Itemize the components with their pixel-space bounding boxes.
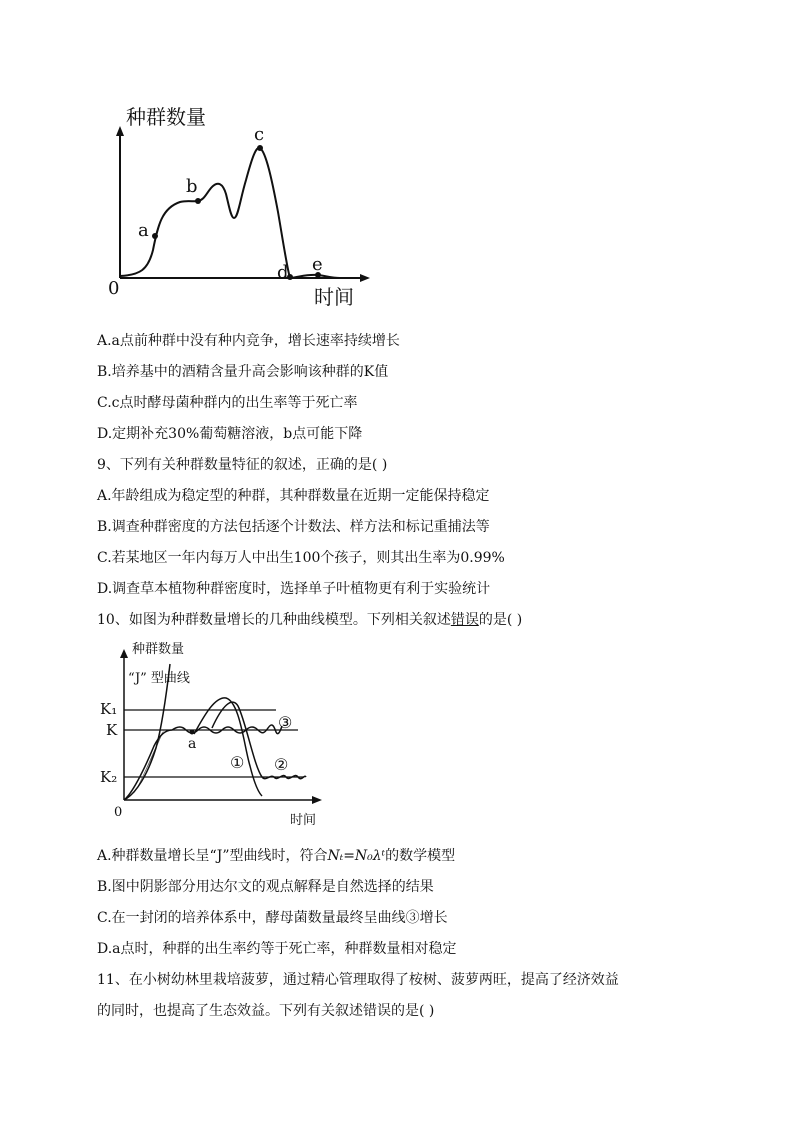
- x-axis-label: 时间: [314, 285, 354, 309]
- k2-label: K₂: [100, 768, 118, 786]
- point-b-label: b: [186, 176, 198, 197]
- q10-stem-prefix: 10、如图为种群数量增长的几种曲线模型。下列相关叙述: [97, 612, 451, 628]
- point-a-label: a: [188, 736, 197, 752]
- q8-option-d: D.定期补充30%葡萄糖溶液，b点可能下降: [97, 426, 363, 442]
- population-growth-models-figure: [98, 636, 328, 832]
- shaded-region: [134, 730, 164, 794]
- curve-1-label: ①: [230, 753, 245, 772]
- x-axis-arrow: [312, 796, 322, 804]
- q8-option-c: C.c点时酵母菌种群内的出生率等于死亡率: [97, 395, 358, 411]
- q9-option-b: B.调查种群密度的方法包括逐个计数法、样方法和标记重捕法等: [97, 519, 490, 535]
- point-a-label: a: [138, 220, 149, 241]
- q9-option-d: D.调查草本植物种群密度时，选择单子叶植物更有利于实验统计: [97, 581, 491, 597]
- q10-option-a-prefix: A.种群数量增长呈“J”型曲线时，符合: [97, 848, 328, 864]
- q8-option-b: B.培养基中的酒精含量升高会影响该种群的K值: [97, 364, 389, 380]
- y-axis-arrow: [116, 126, 124, 136]
- q10-option-d: D.a点时，种群的出生率约等于死亡率，种群数量相对稳定: [97, 941, 457, 957]
- q9-stem: 9、下列有关种群数量特征的叙述，正确的是( ): [97, 457, 388, 473]
- q10-option-b: B.图中阴影部分用达尔文的观点解释是自然选择的结果: [97, 879, 434, 895]
- point-d-label: d: [277, 262, 289, 283]
- origin-label: 0: [114, 805, 123, 820]
- k-label: K: [106, 721, 118, 739]
- point-a-marker: [152, 233, 158, 239]
- q9-option-c: C.若某地区一年内每万人中出生100个孩子，则其出生率为0.99%: [97, 550, 505, 566]
- k1-label: K₁: [100, 700, 118, 718]
- x-axis-label: 时间: [290, 813, 317, 828]
- point-a-marker: [190, 730, 195, 735]
- q8-option-a: A.a点前种群中没有种内竞争，增长速率持续增长: [97, 333, 400, 349]
- y-axis-label: 种群数量: [132, 642, 185, 657]
- q10-option-a-formula: Nₜ=N₀λᵗ: [327, 848, 386, 864]
- y-axis-label: 种群数量: [126, 105, 206, 129]
- curve-3-label: ③: [278, 713, 293, 732]
- q9-option-a: A.年龄组成为稳定型的种群，其种群数量在近期一定能保持稳定: [97, 488, 490, 504]
- origin-label: 0: [108, 278, 120, 299]
- q11-stem-line-2: 的同时，也提高了生态效益。下列有关叙述错误的是( ): [97, 1003, 435, 1019]
- point-c-label: c: [254, 124, 265, 145]
- q10-stem-suffix: 的是( ): [478, 612, 523, 628]
- q10-stem-emphasis: 错误: [450, 612, 479, 628]
- q10-option-c: C.在一封闭的培养体系中，酵母菌数量最终呈曲线③增长: [97, 910, 448, 926]
- population-curve-figure-1: [100, 100, 370, 315]
- q11-stem-line-1: 11、在小树幼林里栽培菠萝，通过精心管理取得了桉树、菠萝两旺，提高了经济效益: [97, 972, 619, 988]
- q10-stem: [97, 609, 522, 629]
- point-e-label: e: [312, 254, 323, 275]
- q10-option-a-suffix: 的数学模型: [385, 848, 456, 864]
- population-curve: [120, 148, 340, 278]
- point-b-marker: [195, 198, 201, 204]
- point-c-marker: [257, 145, 263, 151]
- curve-2-label: ②: [274, 755, 289, 774]
- j-curve-label: “J” 型曲线: [128, 671, 190, 686]
- q10-option-a: [97, 845, 455, 865]
- y-axis-arrow: [120, 649, 128, 658]
- x-axis-arrow: [360, 274, 370, 282]
